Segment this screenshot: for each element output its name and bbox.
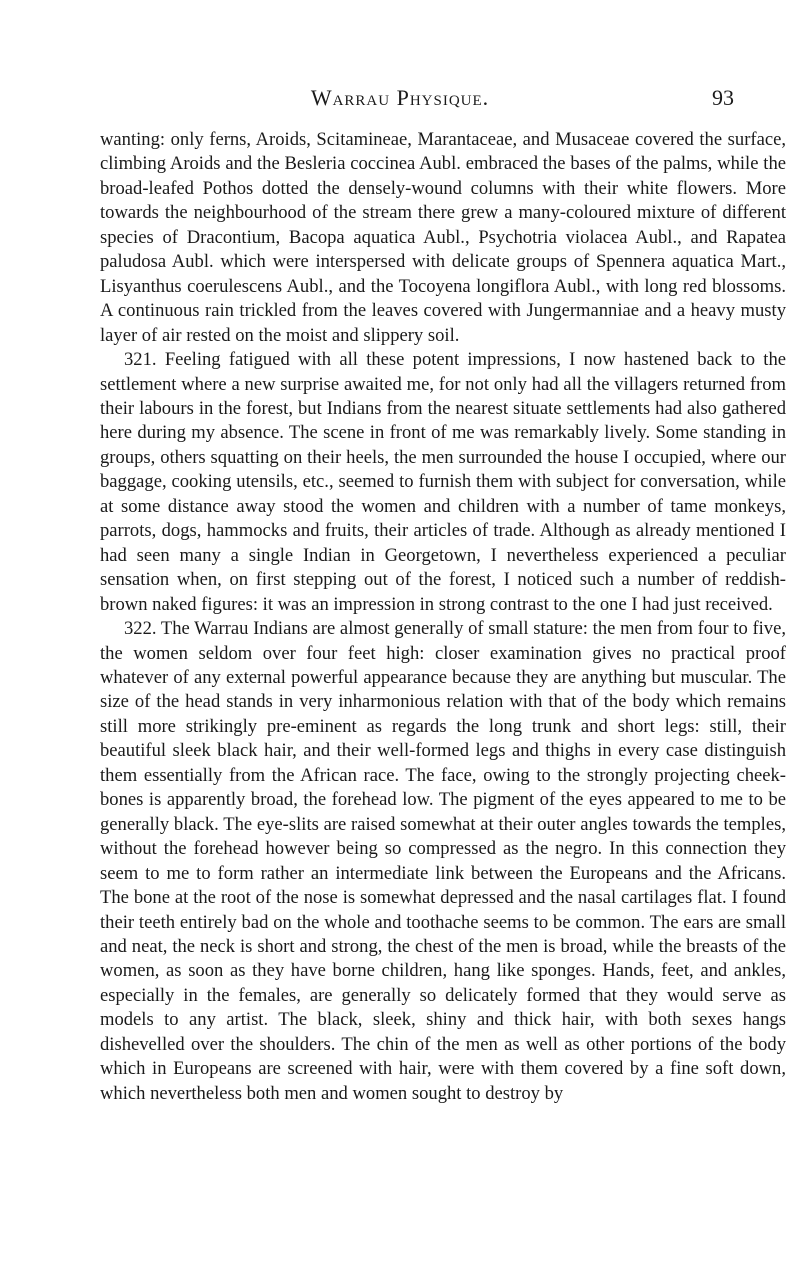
paragraph-continued <box>100 128 786 348</box>
paragraph-number: 321. <box>124 349 157 371</box>
page-number: 93 <box>712 85 734 110</box>
paragraph-number: 322. <box>124 618 157 640</box>
paragraph-322 <box>100 617 786 1106</box>
paragraph-text: wanting: only ferns, Aroids, Scitamineae, Marantaceae, and Musaceae covered the surface, climbing Aroids and the Besleria coccinea Aubl. embraced the bases of the palms, while the broad-leafed Pothos dotted the densely-wound columns with their white flowers. More towards the neighbourhood of the stream there grew a many-coloured mixture of different species of Dracontium, Bacopa aquatica Aubl., Psychotria violacea Aubl., and Rapatea paludosa Aubl. which were interspersed with delicate groups of Spennera aquatica Mart., Lisyanthus coerulescens Aubl., and the Tocoyena longiflora Aubl., with long red blossoms. A continuous rain trickled from the leaves covered with Jungermanniae and a heavy musty layer of air rested on the moist and slippery soil. <box>100 129 786 346</box>
paragraph-text: Feeling fatigued with all these potent impressions, I now hastened back to the settlement where a new surprise awaited me, for not only had all the villagers returned from their labours in the forest, but Indians from the nearest situate settlements had also gathered here during my absence. The scene in front of me was remarkably lively. Some standing in groups, others squatting on their heels, the men surrounded the house I occupied, where our baggage, cooking utensils, etc., seemed to furnish them with subject for conversation, while at some distance away stood the women and children with a number of tame monkeys, parrots, dogs, hammocks and fruits, their articles of trade. Although as already mentioned I had seen many a single Indian in Georgetown, I nevertheless experienced a peculiar sensation when, on first stepping out of the forest, I noticed such a number of reddish-brown naked figures: it was an impression in strong contrast to the one I had just received. <box>100 349 786 615</box>
running-title: Warrau Physique. <box>310 85 490 110</box>
paragraph-321 <box>100 348 786 617</box>
running-head <box>0 83 800 113</box>
body-text <box>100 128 786 1106</box>
paragraph-text: The Warrau Indians are almost generally of small stature: the men from four to five, the women seldom over four feet high: closer examination gives no practical proof whatever of any external powerful appearance because they are anything but muscular. The size of the head stands in very inharmonious relation with that of the body which remains still more strikingly pre-eminent as regards the long trunk and short legs: still, their beautiful sleek black hair, and their well-formed legs and thighs in every case distinguish them essentially from the African race. The face, owing to the strongly projecting cheek-bones is apparently broad, the forehead low. The pigment of the eyes appeared to me to be generally black. The eye-slits are raised somewhat at their outer angles towards the temples, without the forehead however being so compressed as the negro. In this connection they seem to me to form rather an intermediate link between the Europeans and the Africans. The bone at the root of the nose is somewhat depressed and the nasal cartilages flat. I found their teeth entirely bad on the whole and toothache seems to be common. The ears are small and neat, the neck is short and strong, the chest of the men is broad, while the breasts of the women, as soon as they have borne children, hang like sponges. Hands, feet, and ankles, especially in the females, are generally so delicately formed that they would serve as models to any artist. The black, sleek, shiny and thick hair, with both sexes hangs dishevelled over the shoulders. The chin of the men as well as other portions of the body which in Europeans are screened with hair, were with them covered by a fine soft down, which nevertheless both men and women sought to destroy by <box>100 618 786 1104</box>
